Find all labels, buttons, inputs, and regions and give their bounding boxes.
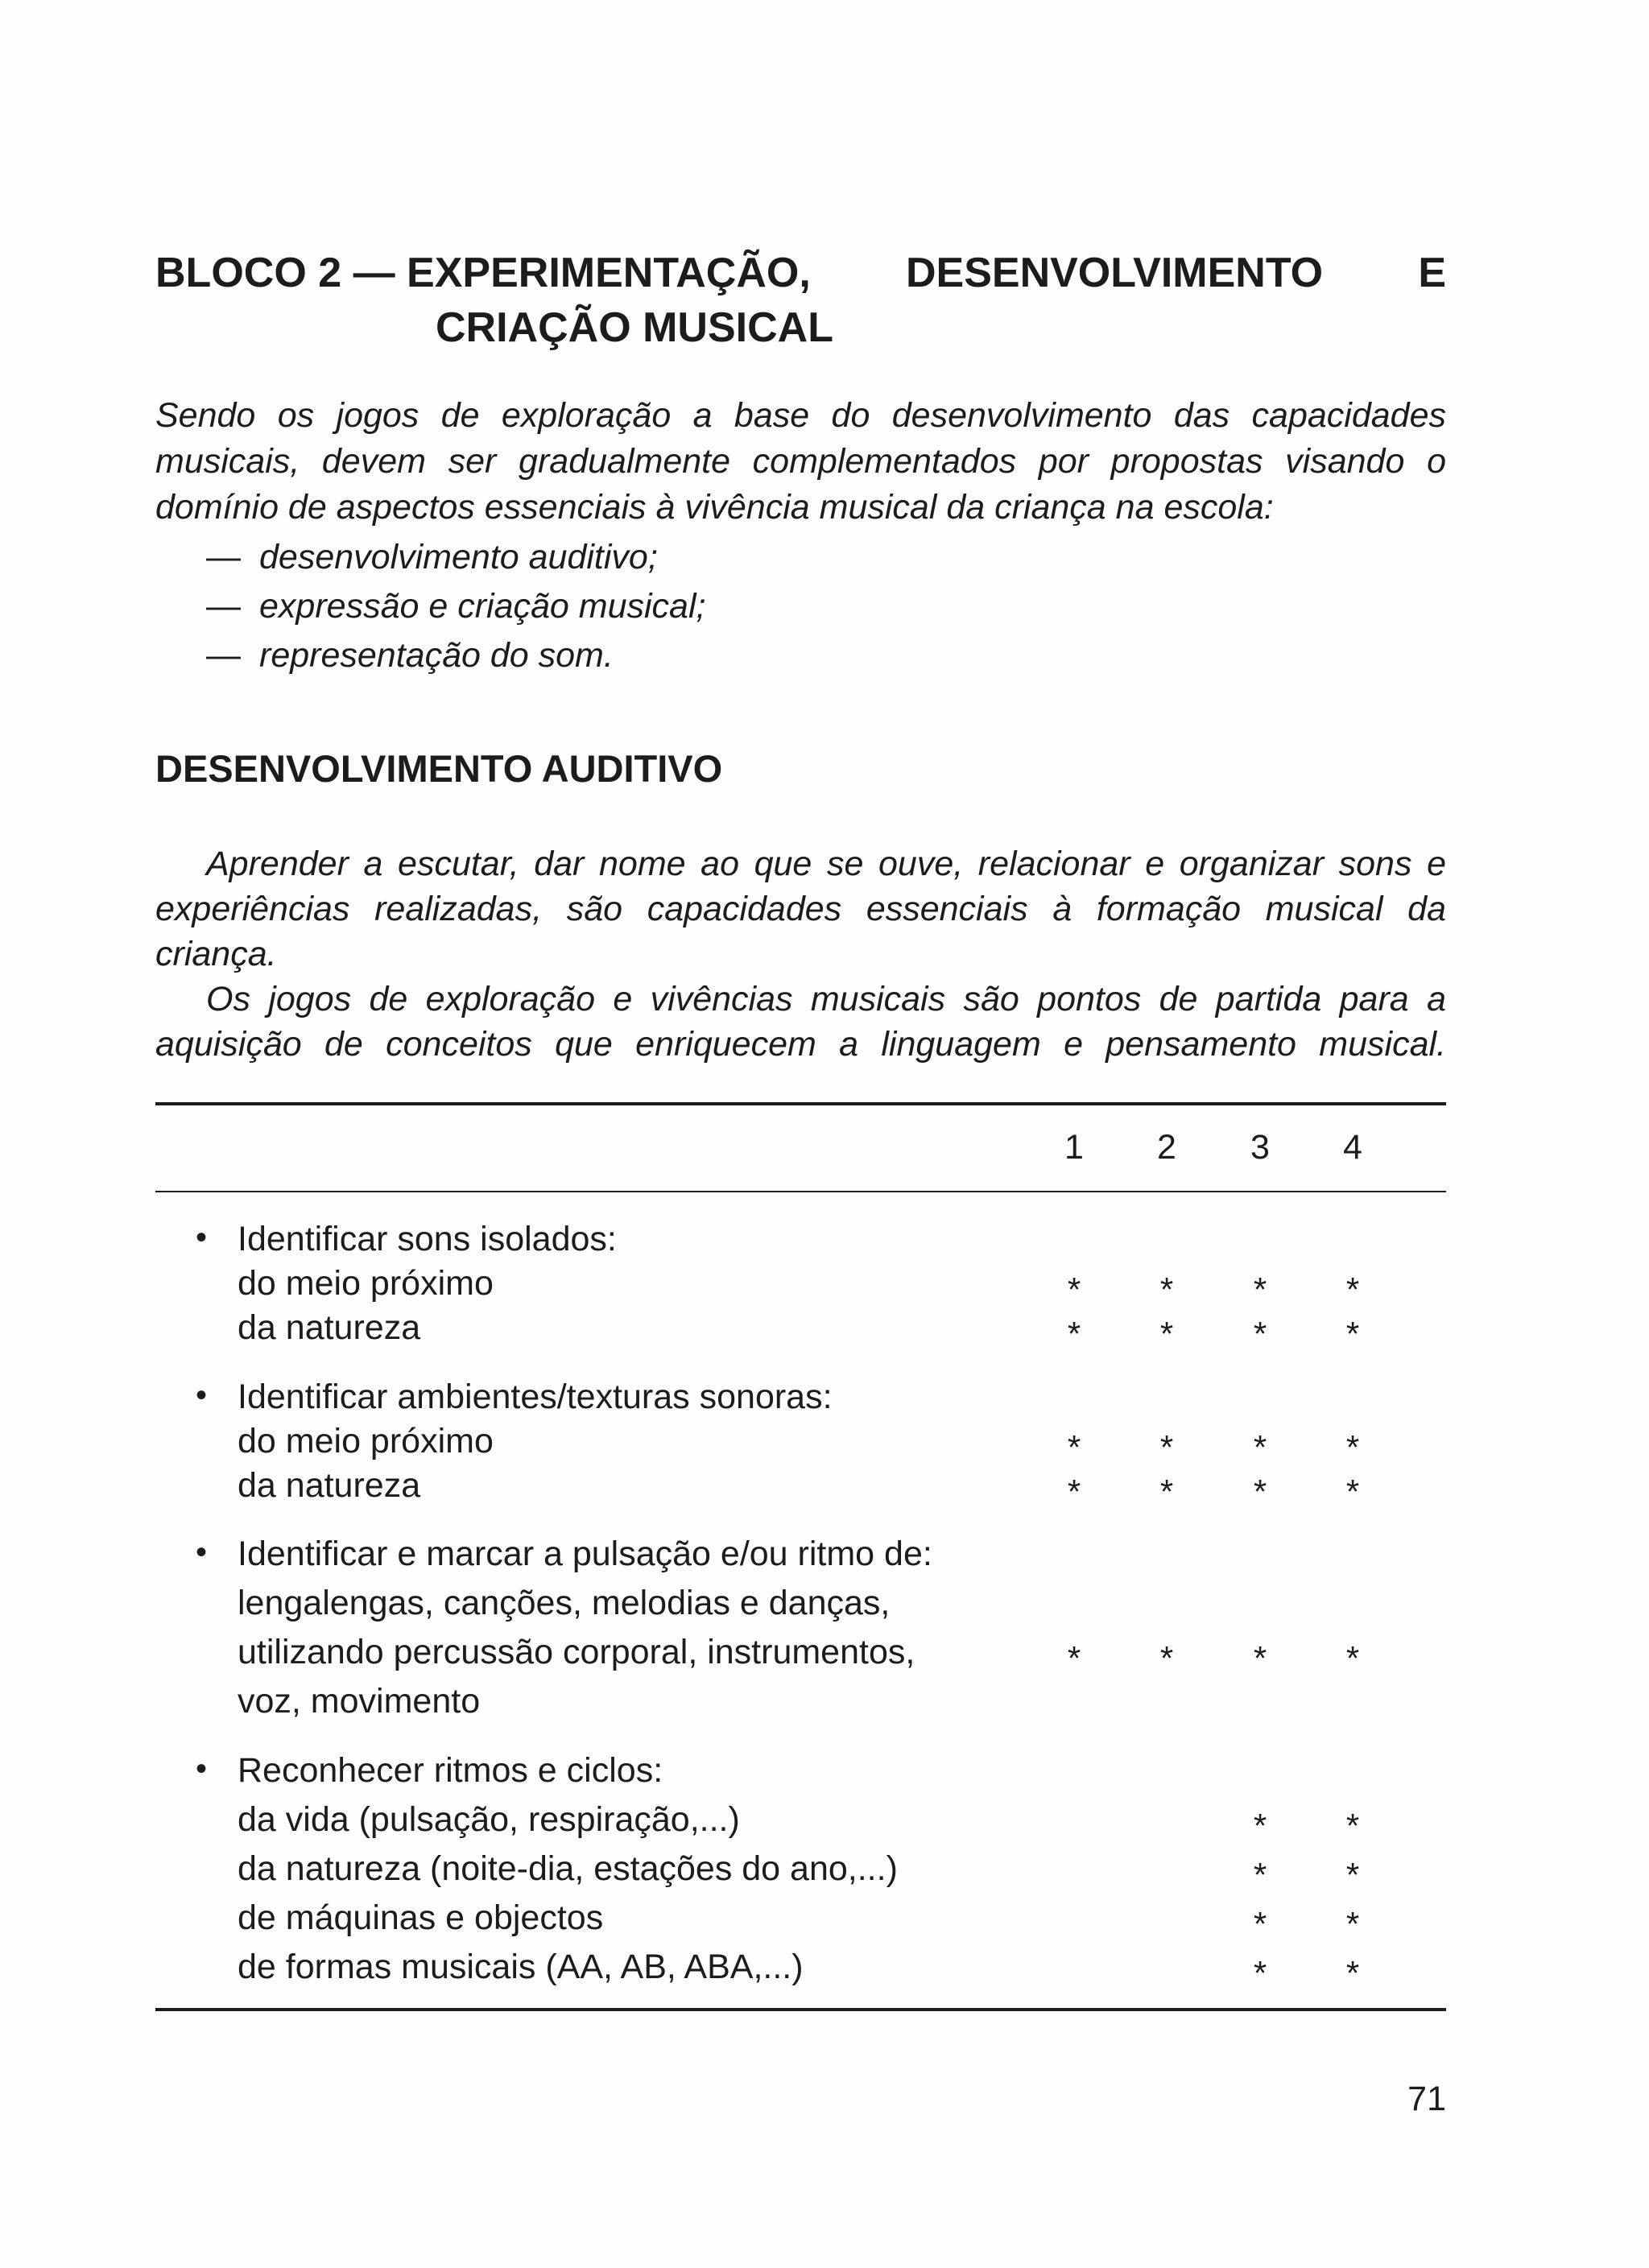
table-item-line: de formas musicais (AA, AB, ABA,...) (238, 1948, 804, 1986)
asterisk-mark-col-1: * (1067, 1473, 1081, 1510)
asterisk-mark-col-3: * (1253, 1270, 1267, 1308)
table-item-heading: Identificar sons isolados: (238, 1220, 617, 1258)
asterisk-mark-col-3: * (1253, 1807, 1267, 1845)
table-top-rule (155, 1102, 1446, 1105)
dash-marker: — (206, 636, 241, 675)
asterisk-mark-col-2: * (1159, 1270, 1174, 1308)
table-item-line: voz, movimento (238, 1682, 481, 1721)
column-header-2: 2 (1157, 1128, 1176, 1167)
table-item-line: da natureza (238, 1308, 421, 1347)
asterisk-mark-col-1: * (1067, 1270, 1081, 1308)
dash-list-item (206, 582, 705, 631)
dash-item-text: desenvolvimento auditivo; (259, 538, 658, 576)
dash-item-text: expressão e criação musical; (259, 587, 706, 626)
table-item-line: de máquinas e objectos (238, 1898, 604, 1937)
table-item-heading: Identificar ambientes/texturas sonoras: (238, 1378, 833, 1416)
dash-list-item (206, 533, 705, 582)
asterisk-mark-col-2: * (1159, 1428, 1174, 1466)
asterisk-mark-col-2: * (1159, 1315, 1174, 1353)
asterisk-mark-col-2: * (1159, 1473, 1174, 1510)
table-item-line: utilizando percussão corporal, instrumentos, (238, 1633, 915, 1671)
asterisk-mark-col-4: * (1345, 1270, 1360, 1308)
column-header-3: 3 (1250, 1128, 1270, 1167)
asterisk-mark-col-1: * (1067, 1315, 1081, 1353)
asterisk-mark-col-3: * (1253, 1428, 1267, 1466)
asterisk-mark-col-4: * (1345, 1954, 1360, 1992)
table-item-line: lengalengas, canções, melodias e danças, (238, 1584, 891, 1622)
table-item-line: da natureza (noite-dia, estações do ano,...) (238, 1849, 898, 1888)
dash-marker: — (206, 587, 241, 626)
block-title-line1 (155, 246, 1446, 300)
table-item-line: da vida (pulsação, respiração,...) (238, 1800, 740, 1839)
asterisk-mark-col-1: * (1067, 1428, 1081, 1466)
block-title-part3: E (1418, 250, 1446, 296)
block-title-part1: BLOCO 2 — EXPERIMENTAÇÃO, (155, 250, 811, 296)
paragraph-1: Aprender a escutar, dar nome ao que se ouve, relacionar e organizar sons e experiências realizadas, são capacidades essenciais à formação musical da criança. (155, 845, 1446, 973)
asterisk-mark-col-4: * (1345, 1639, 1360, 1677)
asterisk-mark-col-4: * (1345, 1315, 1360, 1353)
asterisk-mark-col-3: * (1253, 1856, 1267, 1894)
dash-list (206, 533, 705, 680)
bullet-marker: • (196, 1751, 208, 1787)
document-page (155, 0, 1446, 2268)
table-item-heading: Identificar e marcar a pulsação e/ou ritmo de: (238, 1535, 932, 1573)
asterisk-mark-col-3: * (1253, 1315, 1267, 1353)
asterisk-mark-col-4: * (1345, 1856, 1360, 1894)
bullet-marker: • (196, 1220, 208, 1255)
dash-item-text: representação do som. (259, 636, 614, 675)
asterisk-mark-col-1: * (1067, 1639, 1081, 1677)
asterisk-mark-col-3: * (1253, 1473, 1267, 1510)
asterisk-mark-col-2: * (1159, 1639, 1174, 1677)
paragraph-2: Os jogos de exploração e vivências musicais são pontos de partida para a aquisição de conceitos que enriquecem a linguagem e pensamento musical. (155, 980, 1446, 1064)
page-number: 71 (1407, 2080, 1446, 2118)
table-item-line: do meio próximo (238, 1264, 494, 1303)
section-subheading: DESENVOLVIMENTO AUDITIVO (155, 747, 723, 790)
column-header-1: 1 (1064, 1128, 1084, 1167)
table-item-heading: Reconhecer ritmos e ciclos: (238, 1751, 663, 1790)
block-title-line2: CRIAÇÃO MUSICAL (436, 304, 833, 351)
dash-list-item (206, 631, 705, 680)
table-header-rule (155, 1191, 1446, 1192)
asterisk-mark-col-3: * (1253, 1639, 1267, 1677)
asterisk-mark-col-4: * (1345, 1428, 1360, 1466)
intro-paragraph: Sendo os jogos de exploração a base do desenvolvimento das capacidades musicais, devem ser gradualmente complementados por propostas visando o domínio de aspectos essenciais à vivência musical da criança na escola: (155, 396, 1446, 527)
asterisk-mark-col-4: * (1345, 1807, 1360, 1845)
asterisk-mark-col-3: * (1253, 1954, 1267, 1992)
column-header-4: 4 (1343, 1128, 1362, 1167)
table-item-line: da natureza (238, 1466, 421, 1505)
bullet-marker: • (196, 1535, 208, 1570)
asterisk-mark-col-3: * (1253, 1905, 1267, 1943)
table-bottom-rule (155, 2008, 1446, 2011)
block-title (155, 246, 1446, 355)
asterisk-mark-col-4: * (1345, 1905, 1360, 1943)
table-item-line: do meio próximo (238, 1422, 494, 1460)
bullet-marker: • (196, 1378, 208, 1413)
asterisk-mark-col-4: * (1345, 1473, 1360, 1510)
dash-marker: — (206, 538, 241, 576)
block-title-part2: DESENVOLVIMENTO (905, 250, 1324, 296)
